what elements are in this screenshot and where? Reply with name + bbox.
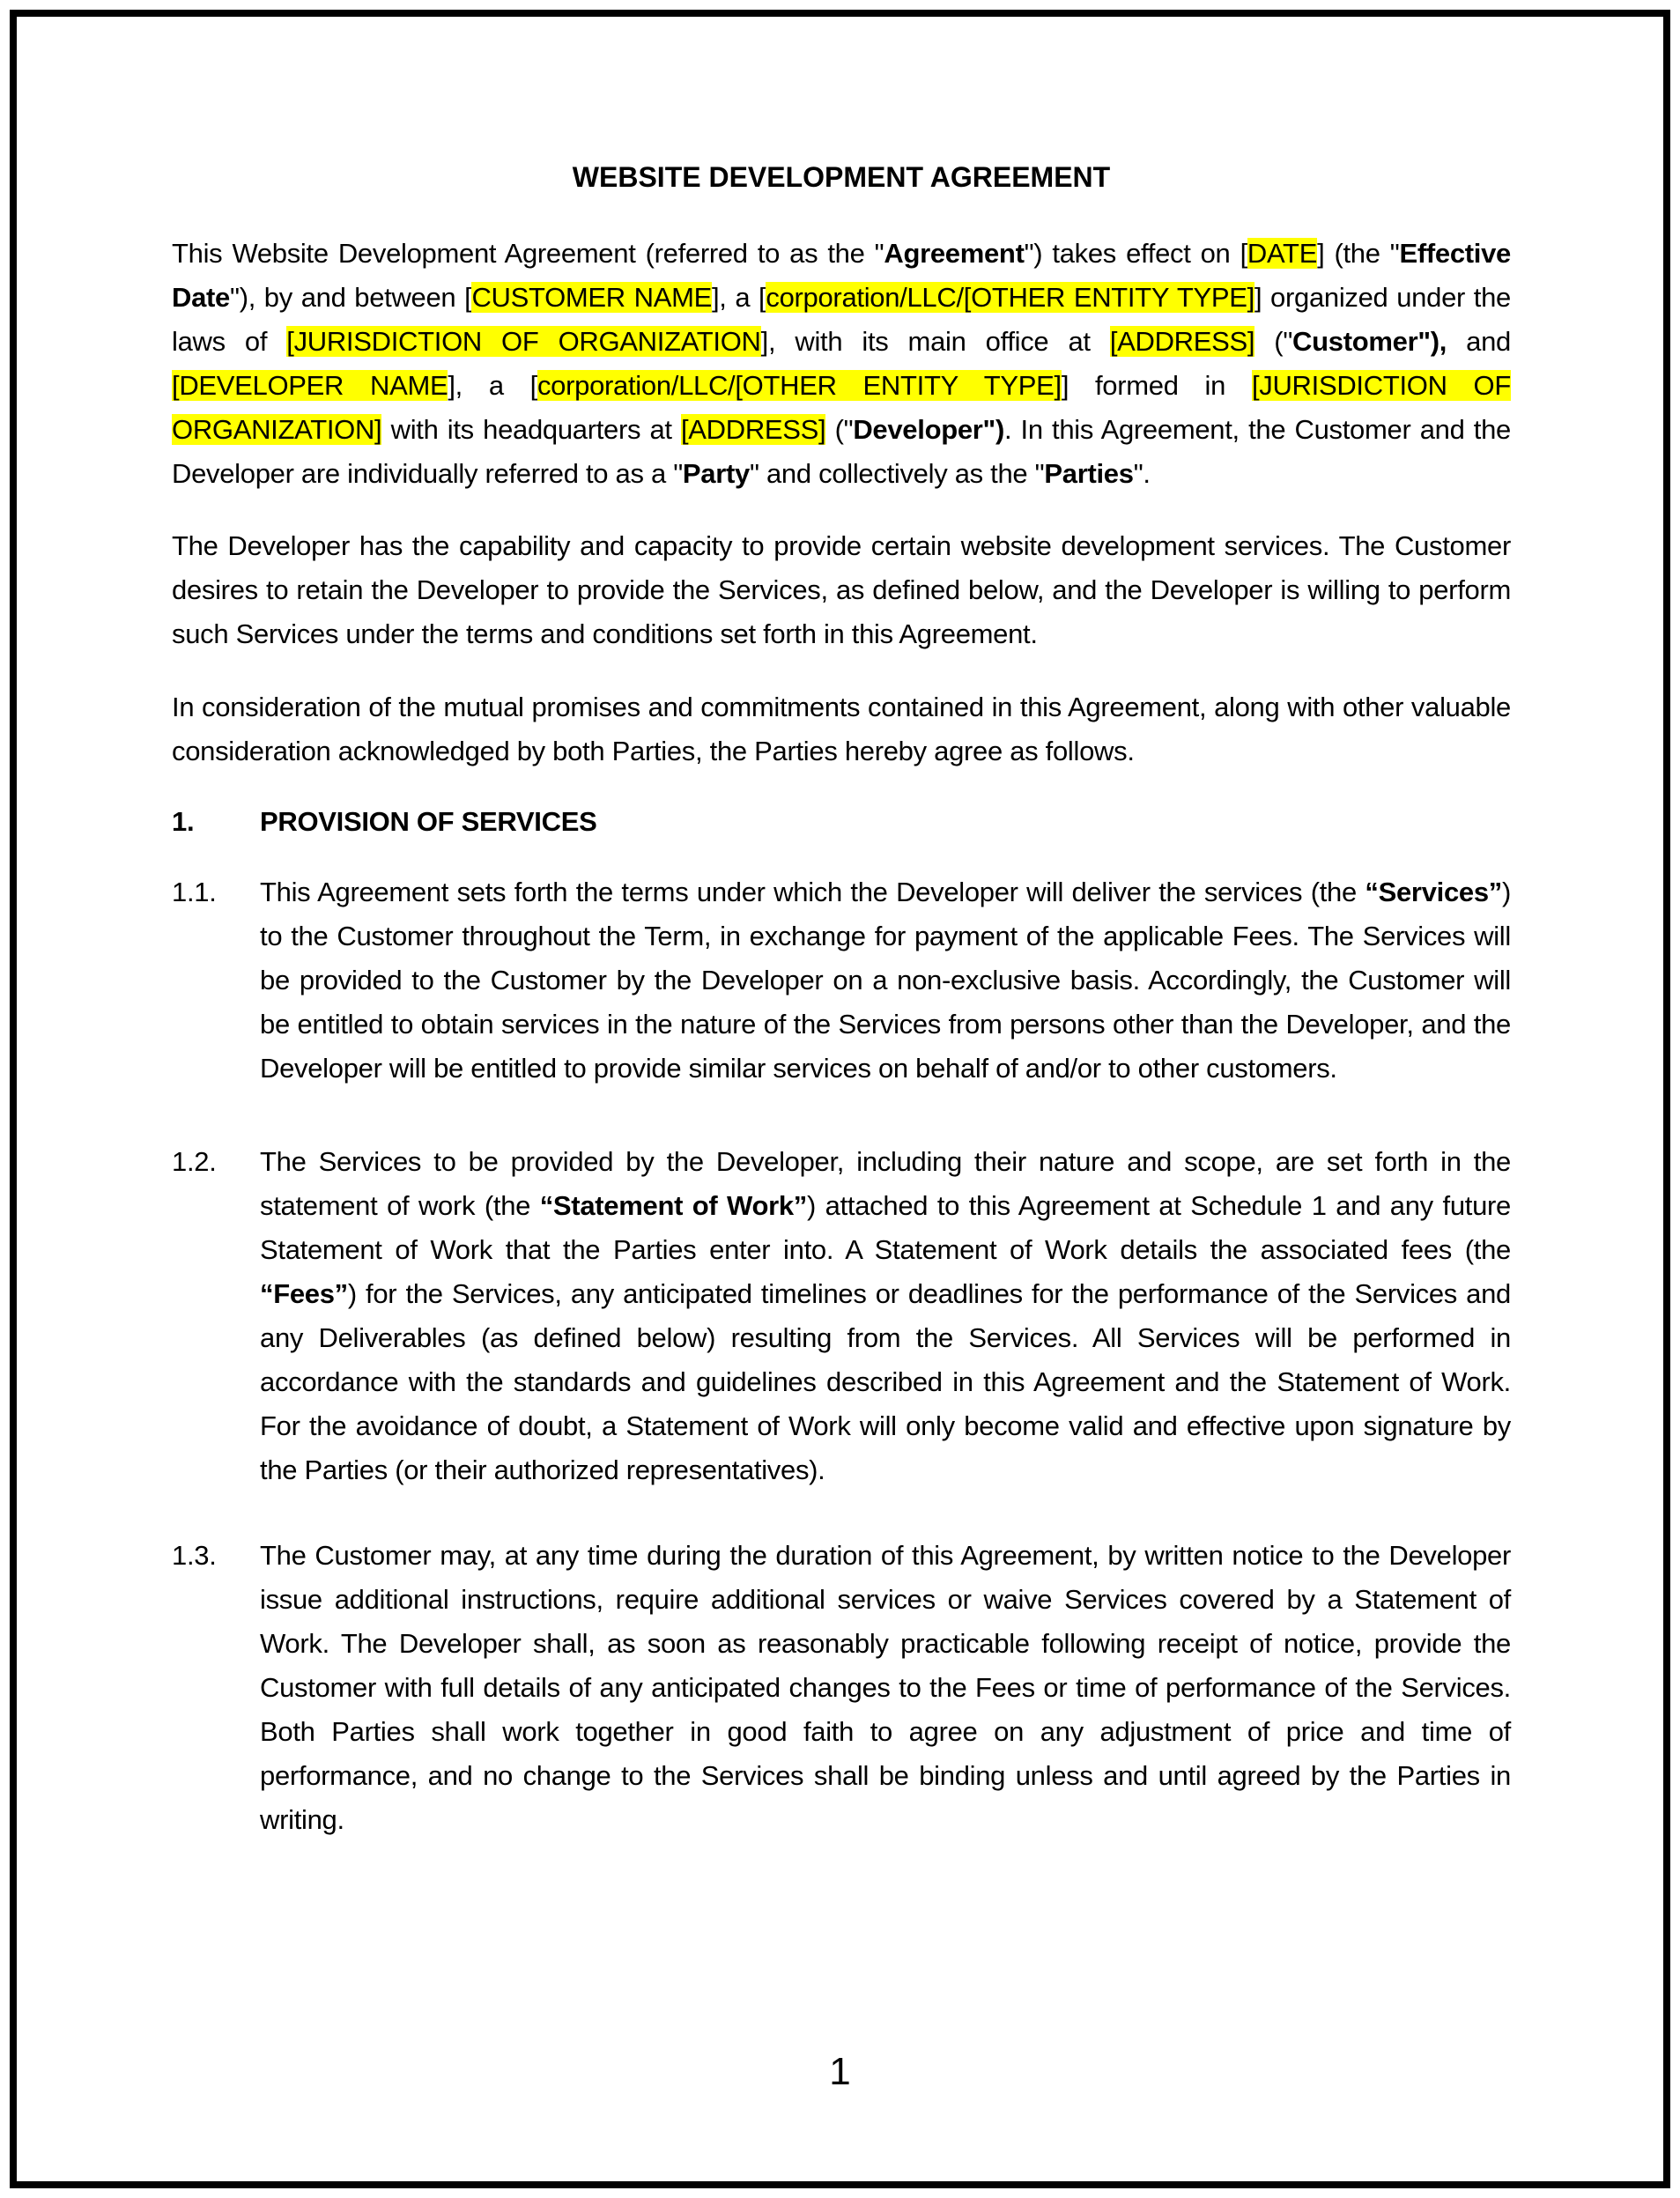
text-run: Customer"), xyxy=(1292,326,1447,357)
clause-1-1 xyxy=(172,870,1511,1091)
highlighted-placeholder: corporation/LLC/[OTHER ENTITY TYPE] xyxy=(766,282,1254,313)
text-run: “Fees” xyxy=(260,1278,348,1309)
section-heading-number: 1. xyxy=(172,806,195,837)
text-run: and xyxy=(1447,326,1511,357)
document-title: WEBSITE DEVELOPMENT AGREEMENT xyxy=(572,161,1111,193)
text-run: Effective Date xyxy=(172,238,1511,313)
document-content xyxy=(172,0,1511,1842)
text-run: This Website Development Agreement (referred to as the " xyxy=(172,238,884,269)
clause-1-3-body xyxy=(260,1534,1511,1842)
text-run: ) to the Customer throughout the Term, in exchange for payment of the applicable Fees. The Services will be provided to the Customer by the Developer on a non-exclusive basis. Accordingly, the Customer will be entitled to obtain services in the nature of the Services from persons other than the Developer, and the Developer will be entitled to provide similar services on behalf of and/or to other customers. xyxy=(260,877,1511,1084)
text-run: The Developer has the capability and capacity to provide certain website development services. The Customer desires to retain the Developer to provide the Services, as defined below, and the Developer is willing to perform such Services under the terms and conditions set forth in this Agreement. xyxy=(172,530,1511,649)
text-run: ) for the Services, any anticipated timelines or deadlines for the performance of the Services and any Deliverables (as defined below) resulting from the Services. All Services will be performed in accordance with the standards and guidelines described in this Agreement and the Statement of Work. For the avoidance of doubt, a Statement of Work will only become valid and effective upon signature by the Parties (or their authorized representatives). xyxy=(260,1278,1511,1485)
text-run: " and collectively as the " xyxy=(749,458,1045,489)
highlighted-placeholder: corporation/LLC/[OTHER ENTITY TYPE] xyxy=(537,370,1062,401)
text-run: Parties xyxy=(1044,458,1134,489)
clause-1-1-body xyxy=(260,870,1511,1091)
text-run: Party xyxy=(682,458,750,489)
highlighted-placeholder: CUSTOMER NAME xyxy=(471,282,712,313)
text-run: ] (the " xyxy=(1317,238,1400,269)
text-run: ] formed in xyxy=(1061,370,1252,401)
clause-1-1-number: 1.1. xyxy=(172,877,217,907)
section-heading xyxy=(172,800,1511,844)
text-run: Agreement xyxy=(884,238,1025,269)
clause-1-2-body xyxy=(260,1140,1511,1492)
text-run: In consideration of the mutual promises and commitments contained in this Agreement, along with other valuable consideration acknowledged by both Parties, the Parties hereby agree as follows. xyxy=(172,692,1511,766)
text-run: "), by and between [ xyxy=(230,282,472,313)
text-run: The Customer may, at any time during the duration of this Agreement, by written notice to the Developer issue additional instructions, require additional services or waive Services covered by a Statement of Work. The Developer shall, as soon as reasonably practicable following receipt of notice, provide the Customer with full details of any anticipated changes to the Fees or time of performance of the Services. Both Parties shall work together in good faith to agree on any adjustment of price and time of performance, and no change to the Services shall be binding unless and until agreed by the Parties in writing. xyxy=(260,1540,1511,1835)
intro-paragraph-3 xyxy=(172,685,1511,773)
highlighted-placeholder: [JURISDICTION OF ORGANIZATION] xyxy=(172,370,1511,445)
text-run: (" xyxy=(825,414,854,445)
text-run: ". xyxy=(1133,458,1151,489)
text-run: ] organized under the laws of xyxy=(172,282,1511,357)
clause-1-3-number: 1.3. xyxy=(172,1540,217,1571)
clause-1-3 xyxy=(172,1534,1511,1842)
clause-1-2-number: 1.2. xyxy=(172,1146,217,1177)
clause-1-2 xyxy=(172,1140,1511,1492)
text-run: ], with its main office at xyxy=(760,326,1110,357)
text-run: ") takes effect on [ xyxy=(1024,238,1247,269)
text-run: “Services” xyxy=(1365,877,1502,907)
text-run: ], a [ xyxy=(448,370,537,401)
intro-paragraph-1 xyxy=(172,232,1511,496)
text-run: The Services to be provided by the Developer, including their nature and scope, are set forth in the statement of work (the xyxy=(260,1146,1511,1221)
highlighted-placeholder: [JURISDICTION OF ORGANIZATION xyxy=(286,326,761,357)
text-run: (" xyxy=(1254,326,1293,357)
text-run: ], a [ xyxy=(711,282,766,313)
page-number: 1 xyxy=(829,2050,851,2093)
highlighted-placeholder: DATE xyxy=(1247,238,1318,269)
highlighted-placeholder: [ADDRESS] xyxy=(680,414,826,445)
text-run: Developer") xyxy=(853,414,1004,445)
text-run: . In this Agreement, the Customer and the Developer are individually referred to as a " xyxy=(172,414,1511,489)
highlighted-placeholder: [DEVELOPER NAME xyxy=(172,370,448,401)
section-heading-title: PROVISION OF SERVICES xyxy=(260,806,597,837)
highlighted-placeholder: [ADDRESS] xyxy=(1109,326,1255,357)
text-run: with its headquarters at xyxy=(381,414,681,445)
intro-paragraph-2 xyxy=(172,524,1511,656)
text-run: ) attached to this Agreement at Schedule 1 and any future Statement of Work that the Parties enter into. A Statement of Work details the associated fees (the xyxy=(260,1190,1511,1265)
text-run: “Statement of Work” xyxy=(539,1190,807,1221)
text-run: This Agreement sets forth the terms under which the Developer will deliver the services (the xyxy=(260,877,1365,907)
